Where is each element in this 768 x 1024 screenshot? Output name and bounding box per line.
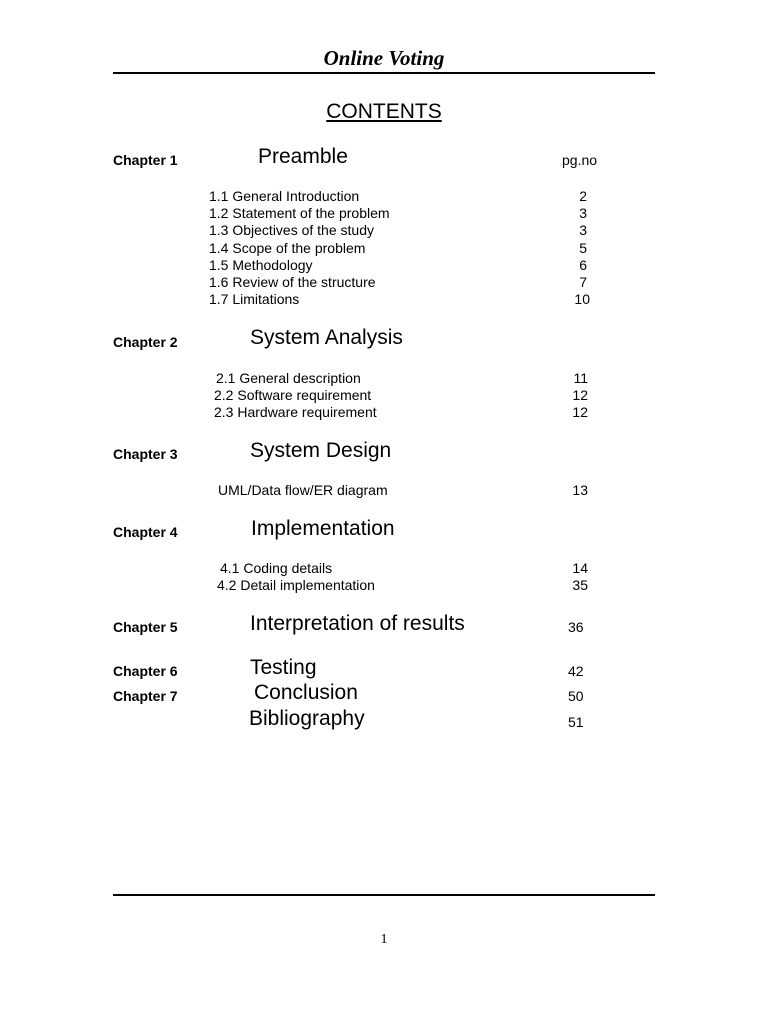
toc-page-1-4: 5 xyxy=(579,240,587,256)
chapter-5-page: 36 xyxy=(568,619,584,635)
toc-page-1-5: 6 xyxy=(579,257,587,273)
toc-entry-2-1: 2.1 General description xyxy=(216,370,361,386)
toc-entry-1-7: 1.7 Limitations xyxy=(209,291,300,307)
toc-page-4-2: 35 xyxy=(572,577,588,593)
chapter-6-label: Chapter 6 xyxy=(113,663,178,679)
footer-page-number: 1 xyxy=(380,932,388,947)
chapter-6-page: 42 xyxy=(568,663,584,679)
toc-page-1-1: 2 xyxy=(579,188,587,204)
toc-entry-4-2: 4.2 Detail implementation xyxy=(217,577,375,593)
toc-page-3-1: 13 xyxy=(572,482,588,498)
chapter-4-title: Implementation xyxy=(251,517,395,540)
pg-no-header: pg.no xyxy=(562,152,598,168)
chapter-1-title: Preamble xyxy=(258,145,348,168)
chapter-5-title: Interpretation of results xyxy=(250,612,465,635)
toc-page-1-3: 3 xyxy=(579,222,587,238)
toc-page-2-3: 12 xyxy=(572,404,588,420)
chapter-5-label: Chapter 5 xyxy=(113,619,178,635)
chapter-7-title: Conclusion xyxy=(254,681,358,704)
toc-page-2-2: 12 xyxy=(572,387,588,403)
toc-entry-1-2: 1.2 Statement of the problem xyxy=(209,205,390,221)
toc-page-2-1: 11 xyxy=(573,370,588,386)
toc-entry-4-1: 4.1 Coding details xyxy=(220,560,333,576)
toc-page-4-1: 14 xyxy=(572,560,588,576)
bibliography-page: 51 xyxy=(568,714,584,730)
footer-rule xyxy=(113,894,655,896)
toc-entry-2-2: 2.2 Software requirement xyxy=(214,387,372,403)
header-rule xyxy=(113,72,655,74)
bibliography-title: Bibliography xyxy=(249,707,365,730)
toc-page-1-7: 10 xyxy=(574,291,590,307)
chapter-3-label: Chapter 3 xyxy=(113,446,178,462)
toc-entry-3-1: UML/Data flow/ER diagram xyxy=(218,482,388,498)
toc-entry-1-3: 1.3 Objectives of the study xyxy=(209,222,374,238)
chapter-2-label: Chapter 2 xyxy=(113,334,178,350)
chapter-1-label: Chapter 1 xyxy=(113,152,178,168)
chapter-2-title: System Analysis xyxy=(250,326,403,349)
toc-entry-1-5: 1.5 Methodology xyxy=(209,257,313,273)
chapter-7-label: Chapter 7 xyxy=(113,688,178,704)
toc-page-1-6: 7 xyxy=(579,274,587,290)
chapter-7-page: 50 xyxy=(568,688,584,704)
toc-entry-1-1: 1.1 General Introduction xyxy=(209,188,360,204)
chapter-6-title: Testing xyxy=(250,656,317,679)
toc-page-1-2: 3 xyxy=(579,205,587,221)
document-header-title: Online Voting xyxy=(323,46,445,70)
chapter-4-label: Chapter 4 xyxy=(113,524,178,540)
toc-entry-1-4: 1.4 Scope of the problem xyxy=(209,240,366,256)
toc-entry-2-3: 2.3 Hardware requirement xyxy=(214,404,377,420)
toc-entry-1-6: 1.6 Review of the structure xyxy=(209,274,376,290)
contents-heading: CONTENTS xyxy=(326,100,442,123)
chapter-3-title: System Design xyxy=(250,439,392,462)
